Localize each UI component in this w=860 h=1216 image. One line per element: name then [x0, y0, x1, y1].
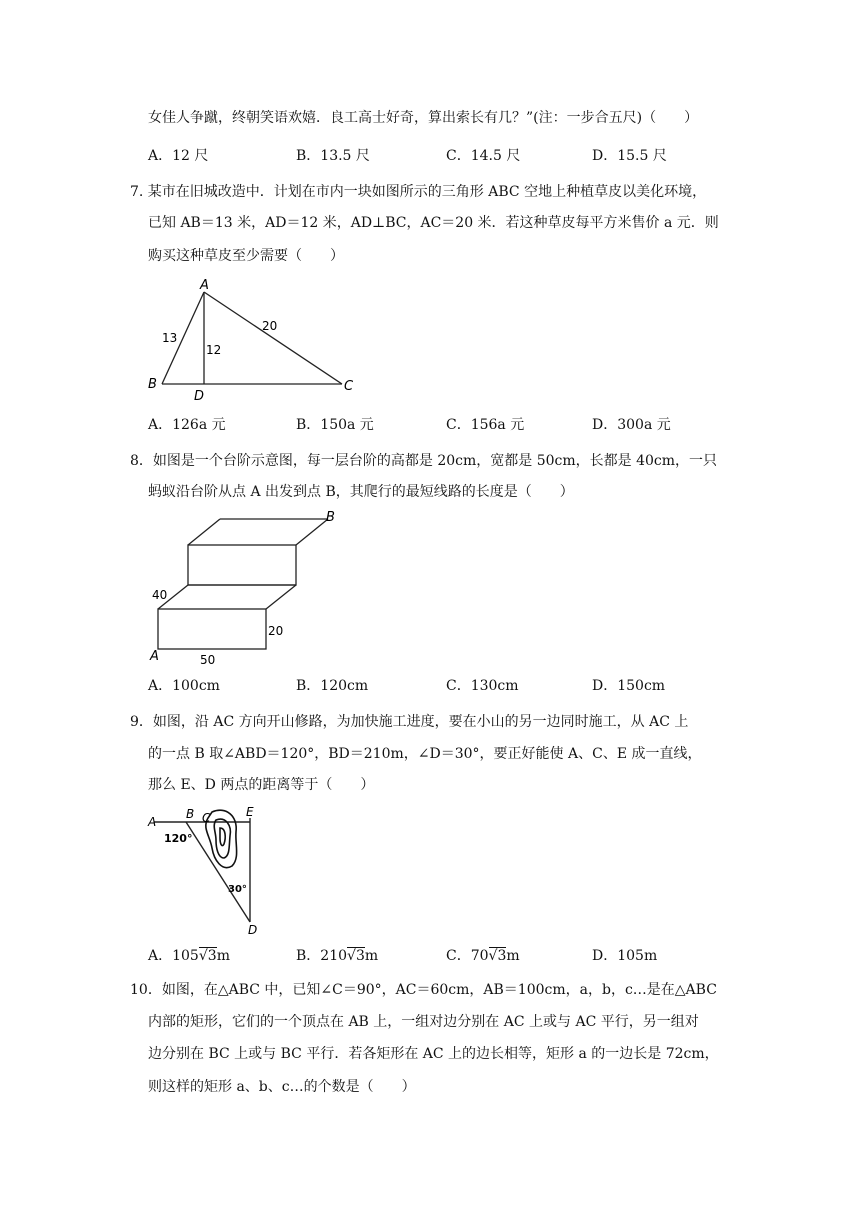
q10-text-line-2: 内部的矩形，它们的一个顶点在 AB 上，一组对边分别在 AC 上或与 AC 平行，另一组对 [148, 1014, 699, 1030]
q6-option-d: D．15.5 尺 [592, 148, 667, 164]
q10-text-line-4: 则这样的矩形 a、b、c…的个数是（ ） [148, 1079, 416, 1095]
q7-label-ab: 13 [162, 331, 178, 345]
q7-text-line-2: 已知 AB＝13 米，AD＝12 米，AD⊥BC，AC＝20 米．若这种草皮每平方米售价 a 元．则 [148, 215, 719, 231]
q7-triangle-figure [140, 276, 370, 406]
q8-text-line-2: 蚂蚁沿台阶从点 A 出发到点 B，其爬行的最短线路的长度是（ ） [148, 484, 574, 500]
q10-text-line-1: 10．如图，在△ABC 中，已知∠C＝90°，AC＝60cm，AB＝100cm，a，b，c…是在△ABC [130, 982, 717, 998]
q9-option-a: A．105√3m [148, 948, 230, 964]
q9-text-line-3: 那么 E、D 两点的距离等于（ ） [148, 777, 375, 793]
q8-label-20: 20 [268, 624, 284, 638]
q9-label-angle-30: 30° [228, 884, 247, 895]
q8-text-line-1: 8．如图是一个台阶示意图，每一层台阶的高都是 20cm，宽都是 50cm，长都是 40cm，一只 [130, 453, 718, 469]
q9-text-line-1: 9．如图，沿 AC 方向开山修路，为加快施工进度，要在小山的另一边同时施工，从 AC 上 [130, 714, 689, 730]
q6-option-b: B．13.5 尺 [296, 148, 370, 164]
q9-label-d: D [248, 923, 258, 937]
q8-label-40: 40 [152, 588, 168, 602]
q8-staircase-figure [140, 505, 360, 670]
q9-option-c: C．70√3m [446, 948, 520, 964]
q8-option-a: A．100cm [148, 678, 220, 694]
q7-label-c: C [344, 379, 354, 394]
q9-label-b: B [186, 807, 195, 821]
q7-option-a: A．126a 元 [148, 417, 226, 433]
q7-option-b: B．150a 元 [296, 417, 374, 433]
q6-text-line: 女佳人争蹴，终朝笑语欢嬉．良工高士好奇，算出索长有几？”(注：一步合五尺)（ ） [148, 110, 699, 126]
q7-label-b: B [148, 377, 157, 392]
q8-option-c: C．130cm [446, 678, 519, 694]
q9-label-angle-120: 120° [164, 832, 193, 845]
q8-label-a: A [150, 649, 159, 664]
q7-text-line-1: 7. 某市在旧城改造中．计划在市内一块如图所示的三角形 ABC 空地上种植草皮以美化环境， [130, 184, 707, 200]
q6-option-c: C．14.5 尺 [446, 148, 521, 164]
q8-label-50: 50 [200, 653, 216, 667]
q10-text-line-3: 边分别在 BC 上或与 BC 平行．若各矩形在 AC 上的边长相等，矩形 a 的一边长是 72cm， [148, 1046, 719, 1062]
q8-option-b: B．120cm [296, 678, 369, 694]
q8-option-d: D．150cm [592, 678, 666, 694]
q7-text-line-3: 购买这种草皮至少需要（ ） [148, 248, 344, 264]
q7-label-d: D [194, 389, 205, 404]
q9-label-e: E [246, 805, 254, 819]
q7-label-ad: 12 [206, 343, 222, 357]
q9-label-a: A [148, 815, 157, 829]
q7-option-c: C．156a 元 [446, 417, 525, 433]
q9-mountain-road-figure [140, 800, 280, 940]
q8-label-b: B [326, 510, 335, 525]
q7-label-ac: 20 [262, 319, 278, 333]
q9-option-b: B．210√3m [296, 948, 379, 964]
q7-label-a: A [200, 278, 209, 293]
q6-option-a: A．12 尺 [148, 148, 209, 164]
q7-option-d: D．300a 元 [592, 417, 671, 433]
q9-option-d: D．105m [592, 948, 658, 964]
q9-label-c: C [202, 811, 211, 825]
q9-text-line-2: 的一点 B 取∠ABD＝120°，BD＝210m，∠D＝30°，要正好能使 A、C、E 成一直线， [148, 746, 702, 762]
